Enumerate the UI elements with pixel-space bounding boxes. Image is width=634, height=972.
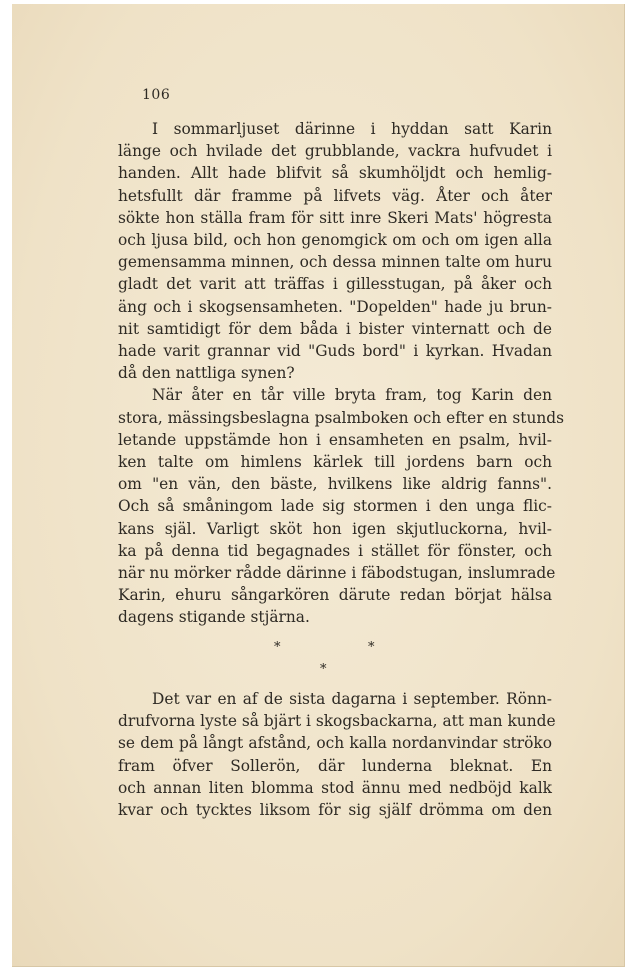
paragraph-1-line: hetsfullt där framme på lifvets väg. Åter och åter <box>118 186 552 205</box>
paragraph-2-line: ken talte om himlens kärlek till jordens barn och <box>118 453 552 472</box>
paragraph-1-line: gladt det varit att träffas i gillesstugan, på åker och <box>118 275 552 294</box>
paragraph-1-line: I sommarljuset därinne i hyddan satt Karin <box>152 120 552 138</box>
separator-star: * <box>274 640 281 655</box>
paragraph-1-line: nit samtidigt för dem båda i bister vinternatt och de <box>118 319 552 338</box>
paragraph-1-line: då den nattliga synen? <box>118 364 295 383</box>
paragraph-2-line: Och så småningom lade sig stormen i den unga flic- <box>118 497 552 516</box>
paragraph-2-line: letande uppstämde hon i ensamheten en psalm, hvil- <box>118 430 552 449</box>
paragraph-2-line: när nu mörker rådde därinne i fäbodstugan, inslumrade <box>118 564 556 583</box>
paragraph-3-line: drufvorna lyste så bjärt i skogsbackarna, att man kunde <box>118 712 556 731</box>
paragraph-1-line: hade varit grannar vid "Guds bord" i kyrkan. Hvadan <box>118 342 552 361</box>
paragraph-1-line: länge och hvilade det grubblande, vackra hufvudet i <box>118 142 552 161</box>
paragraph-1-line: gemensamma minnen, och dessa minnen talte om huru <box>118 253 552 272</box>
paragraph-2-line: stora, mässingsbeslagna psalmboken och efter en stunds <box>118 408 565 427</box>
separator-star: * <box>368 640 375 655</box>
paragraph-1-line: sökte hon ställa fram för sitt inre Skeri Mats' högresta <box>118 208 552 227</box>
paragraph-3-line: kvar och tycktes liksom för sig själf drömma om den <box>118 801 552 820</box>
paragraph-3-line: fram öfver Sollerön, där lunderna bleknat. En <box>118 756 552 775</box>
paragraph-3-line: Det var en af de sista dagarna i september. Rönn- <box>152 690 552 708</box>
page-number: 106 <box>142 87 171 103</box>
separator-star: * <box>320 662 327 677</box>
paragraph-2-line: Karin, ehuru sångarkören därute redan börjat hälsa <box>118 586 552 605</box>
paragraph-2-line: ka på denna tid begagnades i stället för fönster, och <box>118 541 552 560</box>
paragraph-1-line: äng och i skogsensamheten. "Dopelden" hade ju brun- <box>118 297 552 316</box>
book-page <box>12 4 625 967</box>
paragraph-1-line: handen. Allt hade blifvit så skumhöljdt och hemlig- <box>118 164 552 183</box>
paragraph-2-line: dagens stigande stjärna. <box>118 608 310 627</box>
text-block-top <box>118 118 565 629</box>
paragraph-3-line: se dem på långt afstånd, och kalla nordanvindar ströko <box>118 734 552 753</box>
text-block-bottom <box>118 688 556 821</box>
paragraph-2-line: När åter en tår ville bryta fram, tog Karin den <box>152 386 552 405</box>
paragraph-2-line: kans själ. Varligt sköt hon igen skjutluckorna, hvil- <box>118 519 552 538</box>
paragraph-1-line: och ljusa bild, och hon genomgick om och om igen alla <box>118 231 552 250</box>
paragraph-2-line: om "en vän, den bäste, hvilkens like aldrig fanns". <box>118 475 552 494</box>
paragraph-3-line: och annan liten blomma stod ännu med nedböjd kalk <box>118 778 552 797</box>
